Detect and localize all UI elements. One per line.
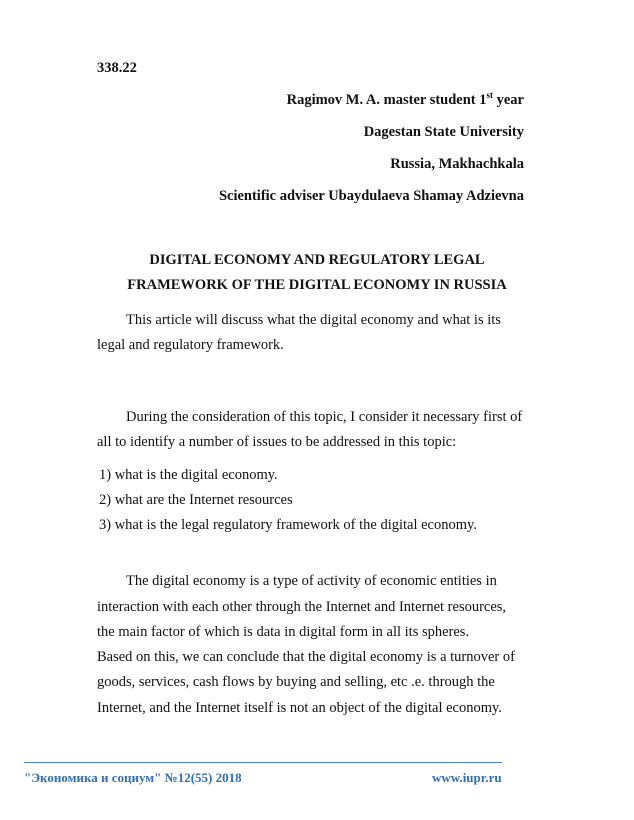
author-university: Dagestan State University: [363, 124, 524, 140]
author-year: year: [493, 92, 524, 108]
body-line-1: The digital economy is a type of activity of economic entities in: [126, 573, 497, 589]
footer-website[interactable]: www.iupr.ru: [432, 770, 502, 785]
body-line-6: Internet, and the Internet itself is not an object of the digital economy.: [97, 700, 502, 716]
body-line-5: goods, services, cash flows by buying and selling, etc .e. through the: [97, 674, 495, 690]
footer-divider: [24, 762, 502, 763]
scientific-adviser: Scientific adviser Ubaydulaeva Shamay Adzievna: [218, 188, 524, 204]
body-line-3: the main factor of which is data in digital form in all its spheres.: [97, 624, 470, 640]
article-title-line-1: DIGITAL ECONOMY AND REGULATORY LEGAL: [149, 252, 485, 268]
abstract-line-2: legal and regulatory framework.: [97, 337, 284, 353]
author-ordinal-sup: st: [486, 90, 493, 100]
author-name: Ragimov M. A. master student 1: [286, 92, 487, 108]
body-line-2: interaction with each other through the Internet and Internet resources,: [97, 599, 507, 615]
intro-line-2: all to identify a number of issues to be addressed in this topic:: [97, 434, 457, 450]
body-line-4: Based on this, we can conclude that the digital economy is a turnover of: [97, 649, 515, 665]
abstract-line-1: This article will discuss what the digital economy and what is its: [126, 312, 501, 328]
list-item-3: 3) what is the legal regulatory framework of the digital economy.: [99, 517, 477, 533]
udc-code: 338.22: [97, 60, 137, 76]
list-item-2: 2) what are the Internet resources: [99, 492, 293, 508]
article-title-line-2: FRAMEWORK OF THE DIGITAL ECONOMY IN RUSSIA: [127, 277, 507, 293]
intro-line-1: During the consideration of this topic, I consider it necessary first of: [126, 409, 523, 425]
footer-journal: "Экономика и социум" №12(55) 2018: [24, 770, 242, 785]
list-item-1: 1) what is the digital economy.: [99, 467, 278, 483]
author-line: [287, 92, 524, 109]
author-location: Russia, Makhachkala: [390, 156, 524, 172]
